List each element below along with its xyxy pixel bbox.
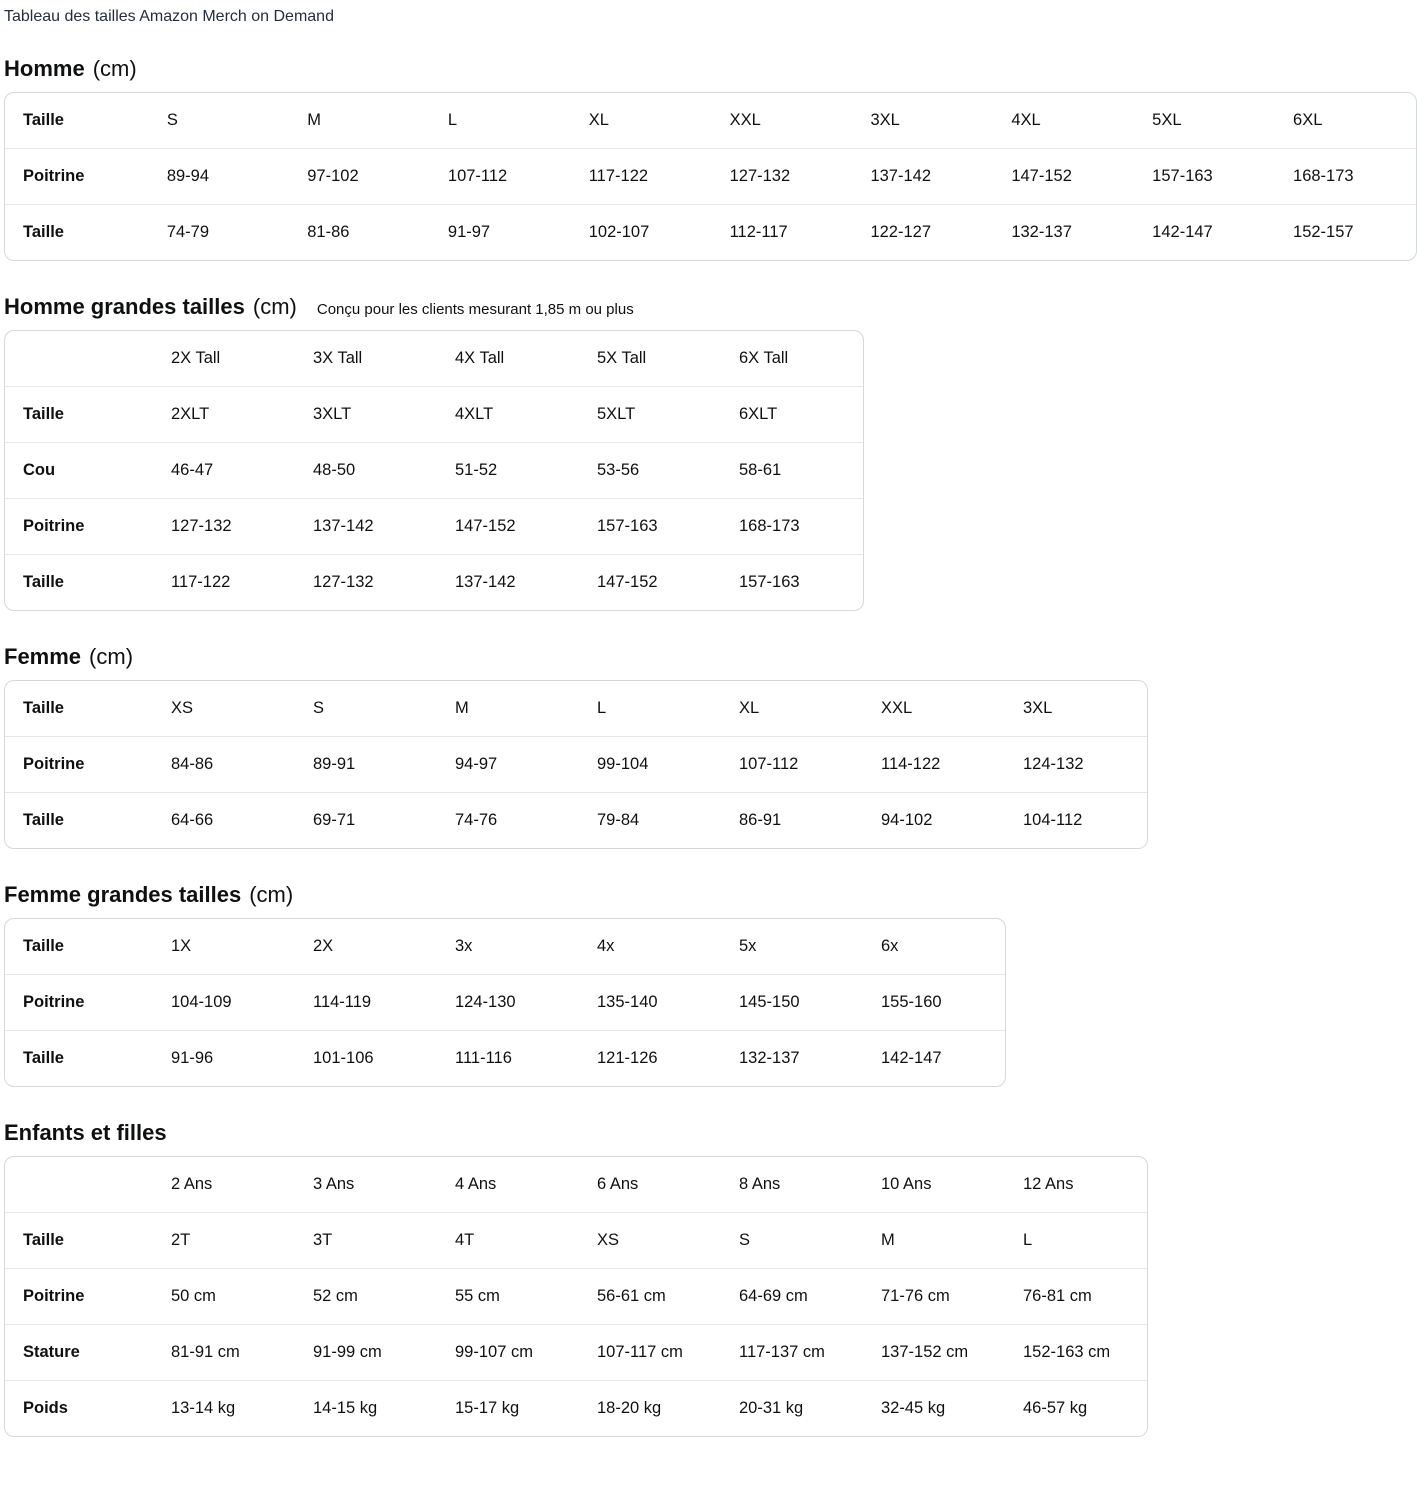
table-row [5, 975, 1005, 1031]
cell: 3XL [1005, 681, 1147, 737]
table-homme-wrapper [4, 92, 1417, 261]
cell: L [1005, 1213, 1147, 1269]
cell: 5X Tall [579, 331, 721, 387]
cell: 81-91 cm [153, 1325, 295, 1381]
table-femme-grandes-tailles [5, 919, 1005, 1086]
table-row [5, 93, 1416, 149]
cell: M [437, 681, 579, 737]
cell: L [430, 93, 571, 149]
section-title: Homme grandes tailles [4, 294, 245, 320]
cell: 127-132 [313, 573, 374, 592]
cell: 4 Ans [437, 1157, 579, 1213]
cell: 135-140 [579, 975, 721, 1031]
cell: 132-137 [739, 1049, 800, 1068]
cell: 2XLT [153, 387, 295, 443]
row-label [5, 331, 153, 387]
cell: 3X Tall [295, 331, 437, 387]
cell: S [149, 93, 289, 149]
cell: 137-152 cm [863, 1325, 1005, 1381]
section-heading-homme [4, 56, 1417, 82]
row-label: Poitrine [5, 149, 149, 205]
table-row [5, 149, 1416, 205]
cell: 48-50 [295, 443, 437, 499]
cell: 107-112 [430, 149, 571, 205]
cell: XS [579, 1213, 721, 1269]
table-row [5, 737, 1147, 793]
cell: 6x [863, 919, 1005, 975]
cell: L [579, 681, 721, 737]
table-row [5, 793, 1147, 849]
cell: 94-102 [881, 811, 933, 830]
cell: 51-52 [437, 443, 579, 499]
table-row [5, 1269, 1147, 1325]
row-label: Taille [5, 919, 153, 975]
cell: 6XL [1275, 93, 1416, 149]
cell: 89-94 [149, 149, 289, 205]
cell: 2 Ans [153, 1157, 295, 1213]
table-row [5, 331, 863, 387]
cell: 4x [579, 919, 721, 975]
cell: 2T [153, 1213, 295, 1269]
cell: 157-163 [579, 499, 721, 555]
cell: 99-107 cm [437, 1325, 579, 1381]
cell: M [863, 1213, 1005, 1269]
table-femme-wrapper [4, 680, 1148, 849]
cell: XL [571, 93, 712, 149]
cell: 168-173 [1275, 149, 1416, 205]
cell: S [721, 1213, 863, 1269]
cell: 6X Tall [721, 331, 863, 387]
cell: 152-157 [1293, 223, 1354, 242]
cell: 127-132 [712, 149, 853, 205]
row-label: Taille [5, 1213, 153, 1269]
cell: 124-130 [437, 975, 579, 1031]
cell: 157-163 [1134, 149, 1275, 205]
cell: 74-76 [455, 811, 498, 830]
section-heading-femme [4, 644, 1417, 670]
cell: 6 Ans [579, 1157, 721, 1213]
table-row [5, 555, 863, 611]
row-label: Poitrine [5, 975, 153, 1031]
cell: 4T [437, 1213, 579, 1269]
cell: 168-173 [721, 499, 863, 555]
cell: 15-17 kg [455, 1399, 520, 1418]
cell: 137-142 [455, 573, 516, 592]
section-heading-femme-grandes-tailles [4, 882, 1417, 908]
cell: 157-163 [739, 573, 800, 592]
cell: 155-160 [863, 975, 1005, 1031]
cell: 2X Tall [153, 331, 295, 387]
section-note: Conçu pour les clients mesurant 1,85 m ou plus [316, 301, 634, 319]
cell: 5XLT [579, 387, 721, 443]
cell: 107-117 cm [579, 1325, 721, 1381]
table-row [5, 499, 863, 555]
cell: 81-86 [307, 223, 350, 242]
cell: 84-86 [153, 737, 295, 793]
table-row [5, 205, 1416, 261]
cell: 3XLT [295, 387, 437, 443]
cell: 114-119 [295, 975, 437, 1031]
cell: 1X [153, 919, 295, 975]
cell: 91-99 cm [295, 1325, 437, 1381]
cell: 52 cm [295, 1269, 437, 1325]
table-row [5, 1157, 1147, 1213]
cell: XXL [863, 681, 1005, 737]
cell: 104-112 [1023, 811, 1083, 830]
cell: 10 Ans [863, 1157, 1005, 1213]
cell: M [289, 93, 430, 149]
table-enfants-et-filles-wrapper [4, 1156, 1148, 1437]
section-unit: (cm) [89, 644, 134, 670]
cell: 50 cm [153, 1269, 295, 1325]
cell: XL [721, 681, 863, 737]
cell: 137-142 [852, 149, 993, 205]
cell: 117-137 cm [721, 1325, 863, 1381]
cell: 18-20 kg [597, 1399, 662, 1418]
cell: 114-122 [863, 737, 1005, 793]
section-unit: (cm) [252, 294, 297, 320]
table-row [5, 443, 863, 499]
cell: 147-152 [597, 573, 658, 592]
cell: 117-122 [171, 573, 231, 592]
section-heading-enfants-et-filles [4, 1120, 1417, 1146]
cell: 3T [295, 1213, 437, 1269]
cell: 142-147 [1152, 223, 1213, 242]
section-title: Enfants et filles [4, 1120, 167, 1146]
table-homme-grandes-tailles [5, 331, 863, 610]
cell: 104-109 [153, 975, 295, 1031]
cell: XXL [712, 93, 853, 149]
table-enfants-et-filles [5, 1157, 1147, 1436]
row-label: Cou [5, 443, 153, 499]
row-label: Poitrine [5, 1269, 153, 1325]
section-heading-homme-grandes-tailles [4, 294, 1417, 320]
table-row [5, 1031, 1005, 1087]
section-title: Femme grandes tailles [4, 882, 242, 908]
cell: 5XL [1134, 93, 1275, 149]
row-label: Poids [23, 1399, 68, 1418]
cell: 64-69 cm [721, 1269, 863, 1325]
cell: 97-102 [289, 149, 430, 205]
page-title: Tableau des tailles Amazon Merch on Demand [4, 8, 334, 25]
row-label: Taille [5, 93, 149, 149]
cell: 55 cm [437, 1269, 579, 1325]
cell: 122-127 [870, 223, 932, 242]
cell: XS [153, 681, 295, 737]
cell: 53-56 [579, 443, 721, 499]
cell: 69-71 [313, 811, 356, 830]
row-label: Taille [23, 223, 64, 242]
cell: 4X Tall [437, 331, 579, 387]
cell: 46-47 [153, 443, 295, 499]
cell: 99-104 [579, 737, 721, 793]
cell: 102-107 [588, 223, 650, 242]
cell: 79-84 [597, 811, 640, 830]
row-label: Taille [5, 387, 153, 443]
cell: 94-97 [437, 737, 579, 793]
cell: 76-81 cm [1005, 1269, 1147, 1325]
row-label [5, 1157, 153, 1213]
cell: 101-106 [313, 1049, 374, 1068]
cell: 3x [437, 919, 579, 975]
cell: 91-97 [447, 223, 491, 242]
cell: 20-31 kg [739, 1399, 804, 1418]
cell: 5x [721, 919, 863, 975]
cell: S [295, 681, 437, 737]
cell: 137-142 [295, 499, 437, 555]
table-femme-grandes-tailles-wrapper [4, 918, 1006, 1087]
cell: 14-15 kg [313, 1399, 378, 1418]
row-label: Taille [5, 681, 153, 737]
cell: 32-45 kg [881, 1399, 946, 1418]
cell: 13-14 kg [171, 1399, 236, 1418]
cell: 12 Ans [1005, 1157, 1147, 1213]
cell: 145-150 [721, 975, 863, 1031]
cell: 111-116 [455, 1049, 512, 1068]
cell: 74-79 [166, 223, 210, 242]
cell: 58-61 [721, 443, 863, 499]
cell: 121-126 [597, 1049, 658, 1068]
section-unit: (cm) [249, 882, 294, 908]
cell: 56-61 cm [579, 1269, 721, 1325]
table-row [5, 387, 863, 443]
table-row [5, 919, 1005, 975]
section-title: Femme [4, 644, 82, 670]
cell: 147-152 [437, 499, 579, 555]
table-homme [5, 93, 1416, 260]
cell: 127-132 [153, 499, 295, 555]
cell: 142-147 [881, 1049, 942, 1068]
row-label: Poitrine [5, 499, 153, 555]
cell: 3 Ans [295, 1157, 437, 1213]
table-femme [5, 681, 1147, 848]
cell: 6XLT [721, 387, 863, 443]
cell: 4XLT [437, 387, 579, 443]
row-label: Poitrine [5, 737, 153, 793]
cell: 4XL [993, 93, 1134, 149]
row-label: Stature [5, 1325, 153, 1381]
row-label: Taille [23, 1049, 64, 1068]
cell: 112-117 [729, 223, 788, 242]
section-title: Homme [4, 56, 85, 82]
section-unit: (cm) [92, 56, 137, 82]
cell: 3XL [852, 93, 993, 149]
cell: 2X [295, 919, 437, 975]
cell: 147-152 [993, 149, 1134, 205]
cell: 91-96 [171, 1049, 214, 1068]
row-label: Taille [23, 811, 64, 830]
cell: 124-132 [1005, 737, 1147, 793]
table-row [5, 1213, 1147, 1269]
cell: 46-57 kg [1023, 1399, 1088, 1418]
table-homme-grandes-tailles-wrapper [4, 330, 864, 611]
cell: 8 Ans [721, 1157, 863, 1213]
cell: 132-137 [1011, 223, 1072, 242]
cell: 152-163 cm [1005, 1325, 1147, 1381]
cell: 64-66 [171, 811, 214, 830]
cell: 107-112 [721, 737, 863, 793]
cell: 86-91 [739, 811, 782, 830]
table-row [5, 1381, 1147, 1437]
table-row [5, 681, 1147, 737]
table-row [5, 1325, 1147, 1381]
cell: 89-91 [295, 737, 437, 793]
cell: 117-122 [571, 149, 712, 205]
row-label: Taille [23, 573, 64, 592]
cell: 71-76 cm [863, 1269, 1005, 1325]
